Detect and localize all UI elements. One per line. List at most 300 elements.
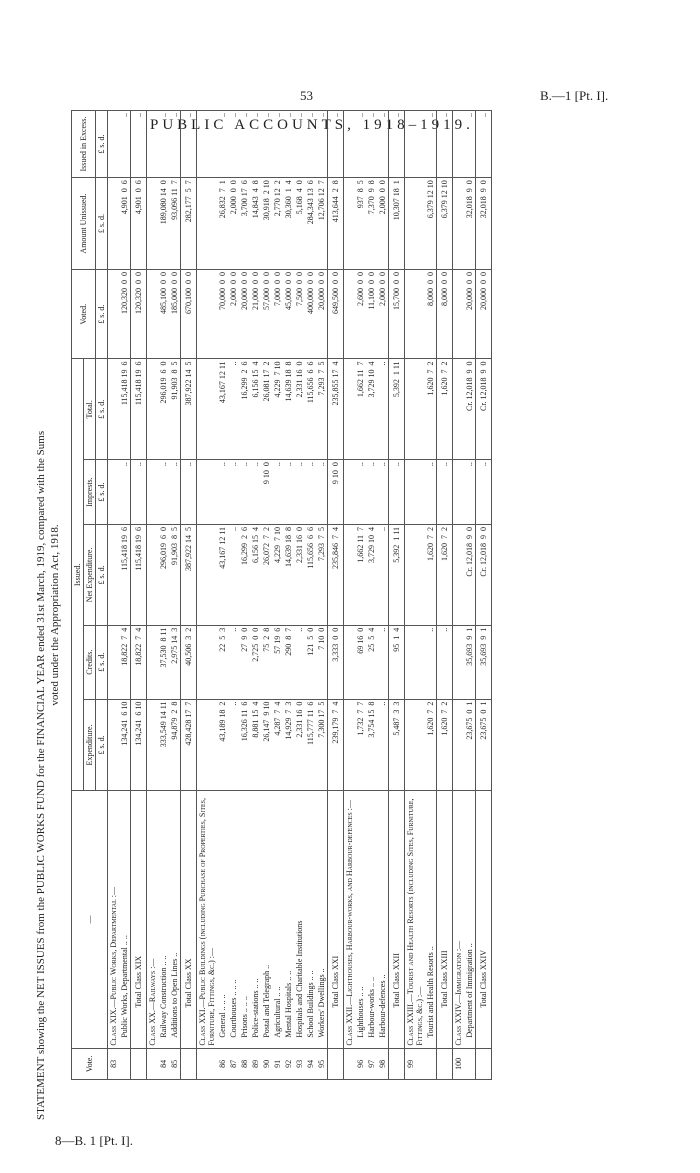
exp-cell: 8,881 15 4 <box>250 699 261 791</box>
table-row <box>377 111 389 1080</box>
total-cell <box>344 359 356 460</box>
row-description: Harbour-works .. .. <box>366 791 377 1048</box>
total-cell: .. <box>377 359 389 460</box>
vote-number <box>464 1048 476 1079</box>
imp-cell: .. <box>476 460 492 525</box>
cred-cell <box>453 625 465 699</box>
imp-cell: .. <box>272 460 283 525</box>
voted-cell <box>405 269 426 359</box>
cred-cell: 290 8 7 <box>283 625 294 699</box>
class-total-row <box>476 111 492 1080</box>
table-row <box>366 111 377 1080</box>
class-heading-row <box>147 111 159 1080</box>
total-cell: 1,662 11 7 <box>355 359 366 460</box>
cred-cell: 75 2 8 <box>261 625 272 699</box>
imp-cell: .. <box>464 460 476 525</box>
imp-cell <box>405 460 426 525</box>
net-cell <box>405 525 426 626</box>
exp-cell: 1,620 7 2 <box>425 699 437 791</box>
excess-cell <box>344 111 356 178</box>
exp-cell: 239,179 7 4 <box>328 699 344 791</box>
imp-cell: .. <box>366 460 377 525</box>
net-cell <box>147 525 159 626</box>
excess-cell: .. <box>294 111 305 178</box>
excess-cell <box>108 111 120 178</box>
total-cell: 115,418 19 6 <box>119 359 131 460</box>
total-cell: 16,299 2 6 <box>239 359 250 460</box>
vote-number: 83 <box>108 1048 120 1079</box>
voted-cell: 670,100 0 0 <box>181 269 197 359</box>
row-description: Tourist and Health Resorts .. <box>425 791 437 1048</box>
net-cell <box>453 525 465 626</box>
vote-number <box>147 1048 159 1079</box>
voted-cell: 7,500 0 0 <box>294 269 305 359</box>
excess-cell: .. <box>261 111 272 178</box>
header-vote: Vote. <box>72 1048 108 1079</box>
cred-cell <box>108 625 120 699</box>
vote-number: 97 <box>366 1048 377 1079</box>
unissued-cell: 284,343 13 6 <box>305 178 316 270</box>
net-cell: 4,229 7 10 <box>272 525 283 626</box>
imp-cell: .. <box>119 460 131 525</box>
class-heading-row <box>108 111 120 1080</box>
statement-title: STATEMENT showing the NET ISSUES from the PUBLIC WORKS FUND for the FINANCIAL YEAR ended 31st March, 1919, compared with the Sums <box>35 430 47 1120</box>
exp-cell <box>453 699 465 791</box>
cred-cell: 25 5 4 <box>366 625 377 699</box>
total-cell: 14,639 18 8 <box>283 359 294 460</box>
vote-number <box>425 1048 437 1079</box>
header-total: Total. <box>84 359 96 460</box>
excess-cell: .. <box>437 111 453 178</box>
excess-cell: .. <box>377 111 389 178</box>
unissued-cell: 282,177 5 7 <box>181 178 197 270</box>
total-cell <box>197 359 218 460</box>
exp-cell <box>108 699 120 791</box>
rotated-statement <box>35 110 595 1120</box>
imp-cell: .. <box>389 460 405 525</box>
voted-cell: 2,600 0 0 <box>355 269 366 359</box>
imp-cell: .. <box>169 460 181 525</box>
total-cell <box>453 359 465 460</box>
cred-cell: .. <box>294 625 305 699</box>
row-description: Class XXIII.—Tourist and Health Resorts (including Sites, Furniture, Fittings, &c.) :— <box>405 791 426 1048</box>
unit-label: £ s. d. <box>96 359 108 460</box>
unissued-cell: 32,018 9 0 <box>464 178 476 270</box>
excess-cell: .. <box>425 111 437 178</box>
vote-number: 90 <box>261 1048 272 1079</box>
table-row <box>283 111 294 1080</box>
row-description: Prisons .. .. .. <box>239 791 250 1048</box>
vote-number <box>389 1048 405 1079</box>
net-cell: 5,392 1 11 <box>389 525 405 626</box>
vote-number: 85 <box>169 1048 181 1079</box>
row-description: Total Class XXII <box>389 791 405 1048</box>
unissued-cell: 14,843 4 8 <box>250 178 261 270</box>
row-description: General .. .. .. <box>217 791 228 1048</box>
table-row <box>217 111 228 1080</box>
vote-number: 96 <box>355 1048 366 1079</box>
net-cell: 115,656 6 6 <box>305 525 316 626</box>
imp-cell: 9 10 0 <box>328 460 344 525</box>
row-description: School Buildings .. .. <box>305 791 316 1048</box>
excess-cell: .. <box>316 111 328 178</box>
vote-number: 88 <box>239 1048 250 1079</box>
unissued-cell: 30,918 2 10 <box>261 178 272 270</box>
vote-number <box>131 1048 147 1079</box>
unissued-cell: 5,168 4 0 <box>294 178 305 270</box>
voted-cell: 2,000 0 0 <box>228 269 239 359</box>
row-description: Hospitals and Charitable Institutions <box>294 791 305 1048</box>
net-cell: 235,846 7 4 <box>328 525 344 626</box>
table-row <box>316 111 328 1080</box>
total-cell: 1,620 7 2 <box>425 359 437 460</box>
imp-cell: .. <box>181 460 197 525</box>
parliamentary-reference: B.—1 [Pt. I]. <box>540 88 609 103</box>
class-total-row <box>328 111 344 1080</box>
voted-cell <box>453 269 465 359</box>
excess-cell: .. <box>366 111 377 178</box>
vote-number: 84 <box>158 1048 169 1079</box>
cred-cell: 95 1 4 <box>389 625 405 699</box>
cred-cell: .. <box>377 625 389 699</box>
cred-cell: 7 10 0 <box>316 625 328 699</box>
row-description: Total Class XX <box>181 791 197 1048</box>
total-cell: 4,229 7 10 <box>272 359 283 460</box>
unissued-cell: 6,379 12 10 <box>437 178 453 270</box>
header-amount-unissued: Amount Unissued. <box>72 178 96 270</box>
unit-label: £ s. d. <box>96 699 108 791</box>
voted-cell <box>344 269 356 359</box>
total-cell: 115,656 6 6 <box>305 359 316 460</box>
excess-cell: .. <box>328 111 344 178</box>
total-cell: 6,156 15 4 <box>250 359 261 460</box>
unissued-cell: 10,307 18 1 <box>389 178 405 270</box>
vote-number: 94 <box>305 1048 316 1079</box>
voted-cell: 20,000 0 0 <box>464 269 476 359</box>
net-cell: 43,167 12 11 <box>217 525 228 626</box>
vote-number: 93 <box>294 1048 305 1079</box>
excess-cell: .. <box>169 111 181 178</box>
cred-cell: .. <box>228 625 239 699</box>
unit-label: £ s. d. <box>96 625 108 699</box>
excess-cell: .. <box>228 111 239 178</box>
net-cell: Cr. 12,018 9 0 <box>476 525 492 626</box>
net-cell: 7,293 7 5 <box>316 525 328 626</box>
net-cell: 1,620 7 2 <box>425 525 437 626</box>
exp-cell: 1,620 7 2 <box>437 699 453 791</box>
excess-cell: .. <box>131 111 147 178</box>
class-total-row <box>437 111 453 1080</box>
header-description: — <box>72 791 108 1048</box>
public-works-ledger-table <box>71 110 492 1080</box>
exp-cell: 3,754 15 8 <box>366 699 377 791</box>
imp-cell <box>197 460 218 525</box>
unissued-cell: 30,360 1 4 <box>283 178 294 270</box>
row-description: Harbour-defences .. <box>377 791 389 1048</box>
cred-cell: 69 16 0 <box>355 625 366 699</box>
imp-cell <box>453 460 465 525</box>
excess-cell: .. <box>389 111 405 178</box>
unissued-cell: 2,770 12 2 <box>272 178 283 270</box>
vote-number <box>476 1048 492 1079</box>
cred-cell: 57 19 6 <box>272 625 283 699</box>
table-row <box>355 111 366 1080</box>
cred-cell: .. <box>425 625 437 699</box>
row-description: Postal and Telegraph .. <box>261 791 272 1048</box>
vote-number: 98 <box>377 1048 389 1079</box>
voted-cell <box>147 269 159 359</box>
voted-cell: 15,700 0 0 <box>389 269 405 359</box>
total-cell: 296,019 6 0 <box>158 359 169 460</box>
exp-cell: 115,777 11 6 <box>305 699 316 791</box>
total-cell: 115,418 19 6 <box>131 359 147 460</box>
unit-label: £ s. d. <box>96 269 108 359</box>
excess-cell <box>405 111 426 178</box>
class-heading-row <box>197 111 218 1080</box>
class-total-row <box>131 111 147 1080</box>
total-cell: 235,855 17 4 <box>328 359 344 460</box>
exp-cell: 16,326 11 6 <box>239 699 250 791</box>
table-row <box>239 111 250 1080</box>
unissued-cell <box>197 178 218 270</box>
voted-cell: 8,000 0 0 <box>437 269 453 359</box>
table-row <box>305 111 316 1080</box>
vote-number <box>437 1048 453 1079</box>
net-cell: 14,639 18 8 <box>283 525 294 626</box>
voted-cell: 11,100 0 0 <box>366 269 377 359</box>
unissued-cell <box>405 178 426 270</box>
table-row <box>228 111 239 1080</box>
voted-cell: 57,000 0 0 <box>261 269 272 359</box>
voted-cell: 120,320 0 0 <box>131 269 147 359</box>
total-cell: 43,167 12 11 <box>217 359 228 460</box>
table-row <box>261 111 272 1080</box>
table-row <box>464 111 476 1080</box>
row-description: Mental Hospitals .. .. <box>283 791 294 1048</box>
total-cell: 387,922 14 5 <box>181 359 197 460</box>
imp-cell: .. <box>217 460 228 525</box>
imp-cell: .. <box>305 460 316 525</box>
voted-cell: 70,000 0 0 <box>217 269 228 359</box>
row-description: Courthouses .. .. .. <box>228 791 239 1048</box>
net-cell: Cr. 12,018 9 0 <box>464 525 476 626</box>
table-row <box>425 111 437 1080</box>
imp-cell: .. <box>377 460 389 525</box>
vote-number <box>344 1048 356 1079</box>
table-row <box>272 111 283 1080</box>
voted-cell: 20,000 0 0 <box>239 269 250 359</box>
excess-cell: .. <box>464 111 476 178</box>
vote-number: 99 <box>405 1048 426 1079</box>
table-row <box>169 111 181 1080</box>
cred-cell: 3,333 0 0 <box>328 625 344 699</box>
total-cell <box>108 359 120 460</box>
excess-cell: .. <box>305 111 316 178</box>
row-description: Lighthouses .. .. <box>355 791 366 1048</box>
exp-cell: 23,675 0 1 <box>464 699 476 791</box>
vote-number: 86 <box>217 1048 228 1079</box>
exp-cell: 2,331 16 0 <box>294 699 305 791</box>
excess-cell: .. <box>158 111 169 178</box>
exp-cell <box>344 699 356 791</box>
row-description: Class XXII.—Lighthouses, Harbour-works, and Harbour-defences :— <box>344 791 356 1048</box>
header-imprests: Imprests. <box>84 460 96 525</box>
imp-cell: .. <box>158 460 169 525</box>
voted-cell: 185,000 0 0 <box>169 269 181 359</box>
voted-cell: 21,000 0 0 <box>250 269 261 359</box>
imp-cell: 9 10 0 <box>261 460 272 525</box>
class-heading-row <box>405 111 426 1080</box>
unissued-cell <box>147 178 159 270</box>
voted-cell: 649,500 0 0 <box>328 269 344 359</box>
cred-cell: 40,506 3 2 <box>181 625 197 699</box>
exp-cell: 94,879 2 8 <box>169 699 181 791</box>
voted-cell: 45,000 0 0 <box>283 269 294 359</box>
cred-cell: 22 5 3 <box>217 625 228 699</box>
net-cell: 26,072 7 2 <box>261 525 272 626</box>
exp-cell: 333,549 14 11 <box>158 699 169 791</box>
unissued-cell: 12,706 12 7 <box>316 178 328 270</box>
imp-cell: .. <box>250 460 261 525</box>
excess-cell <box>197 111 218 178</box>
row-description: Class XX.—Railways :— <box>147 791 159 1048</box>
unissued-cell: 6,379 12 10 <box>425 178 437 270</box>
cred-cell: 18,822 7 4 <box>131 625 147 699</box>
row-description: Total Class XIX <box>131 791 147 1048</box>
excess-cell <box>453 111 465 178</box>
cred-cell: 37,530 8 11 <box>158 625 169 699</box>
row-description: Class XXIV.—Immigration :— <box>453 791 465 1048</box>
cred-cell: 2,725 0 0 <box>250 625 261 699</box>
class-heading-row <box>453 111 465 1080</box>
exp-cell: 14,929 7 3 <box>283 699 294 791</box>
net-cell: 115,418 19 6 <box>131 525 147 626</box>
imp-cell <box>108 460 120 525</box>
header-expenditure: Expenditure. <box>84 699 96 791</box>
net-cell: 115,418 19 6 <box>119 525 131 626</box>
header-net-expenditure: Net Expenditure. <box>84 525 96 626</box>
total-cell: 3,729 10 4 <box>366 359 377 460</box>
imp-cell: .. <box>425 460 437 525</box>
class-total-row <box>389 111 405 1080</box>
cred-cell: 2,975 14 3 <box>169 625 181 699</box>
imp-cell: .. <box>131 460 147 525</box>
row-description: Total Class XXIV <box>476 791 492 1048</box>
voted-cell: 120,320 0 0 <box>119 269 131 359</box>
voted-cell: 400,000 0 0 <box>305 269 316 359</box>
unissued-cell: 2,000 0 0 <box>377 178 389 270</box>
unissued-cell: 93,096 11 7 <box>169 178 181 270</box>
row-description: Agricultural .. .. <box>272 791 283 1048</box>
imp-cell: .. <box>355 460 366 525</box>
cred-cell <box>197 625 218 699</box>
unissued-cell: 3,700 17 6 <box>239 178 250 270</box>
header-issued: Issued. <box>72 359 84 791</box>
excess-cell: .. <box>217 111 228 178</box>
net-cell <box>197 525 218 626</box>
net-cell: .. <box>377 525 389 626</box>
exp-cell: 23,675 0 1 <box>476 699 492 791</box>
unissued-cell: 4,901 0 6 <box>119 178 131 270</box>
exp-cell: 26,147 9 10 <box>261 699 272 791</box>
net-cell: 1,620 7 2 <box>437 525 453 626</box>
imp-cell: .. <box>294 460 305 525</box>
exp-cell <box>405 699 426 791</box>
excess-cell <box>147 111 159 178</box>
imp-cell: .. <box>316 460 328 525</box>
exp-cell: 134,241 6 10 <box>131 699 147 791</box>
net-cell: 296,019 6 0 <box>158 525 169 626</box>
unissued-cell: 2,000 0 0 <box>228 178 239 270</box>
total-cell: Cr. 12,018 9 0 <box>476 359 492 460</box>
imp-cell: .. <box>239 460 250 525</box>
imp-cell: .. <box>437 460 453 525</box>
total-cell: 2,331 16 0 <box>294 359 305 460</box>
vote-number <box>197 1048 218 1079</box>
cred-cell: 35,693 9 1 <box>476 625 492 699</box>
voted-cell: 485,100 0 0 <box>158 269 169 359</box>
cred-cell <box>344 625 356 699</box>
header-credits: Credits. <box>84 625 96 699</box>
excess-cell: .. <box>355 111 366 178</box>
unissued-cell: 413,644 2 8 <box>328 178 344 270</box>
exp-cell: 4,287 7 4 <box>272 699 283 791</box>
net-cell: 2,331 16 0 <box>294 525 305 626</box>
excess-cell: .. <box>476 111 492 178</box>
unissued-cell: 4,901 0 6 <box>131 178 147 270</box>
excess-cell: .. <box>283 111 294 178</box>
exp-cell: 134,241 6 10 <box>119 699 131 791</box>
unissued-cell: 189,080 14 0 <box>158 178 169 270</box>
exp-cell: .. <box>228 699 239 791</box>
total-cell: 7,293 7 5 <box>316 359 328 460</box>
net-cell: 387,922 14 5 <box>181 525 197 626</box>
excess-cell: .. <box>239 111 250 178</box>
unissued-cell <box>344 178 356 270</box>
net-cell: .. <box>228 525 239 626</box>
exp-cell: 5,487 3 3 <box>389 699 405 791</box>
table-row <box>294 111 305 1080</box>
cred-cell: 18,822 7 4 <box>119 625 131 699</box>
row-description: Workers' Dwellings .. <box>316 791 328 1048</box>
vote-number <box>328 1048 344 1079</box>
row-description: Department of Immigration .. <box>464 791 476 1048</box>
total-cell <box>147 359 159 460</box>
table-row <box>158 111 169 1080</box>
row-description: Railway Construction .. .. <box>158 791 169 1048</box>
unissued-cell <box>108 178 120 270</box>
excess-cell: .. <box>119 111 131 178</box>
row-description: Total Class XXI <box>328 791 344 1048</box>
imp-cell <box>147 460 159 525</box>
row-description: Class XIX.—Public Works, Departmental :— <box>108 791 120 1048</box>
vote-number: 91 <box>272 1048 283 1079</box>
cred-cell: 35,693 9 1 <box>464 625 476 699</box>
vote-number: 89 <box>250 1048 261 1079</box>
cred-cell: 27 9 0 <box>239 625 250 699</box>
voted-cell <box>108 269 120 359</box>
row-description: Public Works, Departmental .. .. <box>119 791 131 1048</box>
total-cell: 26,081 17 2 <box>261 359 272 460</box>
vote-number <box>119 1048 131 1079</box>
voted-cell: 7,000 0 0 <box>272 269 283 359</box>
voted-cell: 20,000 0 0 <box>476 269 492 359</box>
class-total-row <box>181 111 197 1080</box>
unit-label: £ s. d. <box>96 178 108 270</box>
voted-cell: 20,000 0 0 <box>316 269 328 359</box>
unissued-cell: 26,832 7 1 <box>217 178 228 270</box>
unissued-cell: 7,370 9 8 <box>366 178 377 270</box>
